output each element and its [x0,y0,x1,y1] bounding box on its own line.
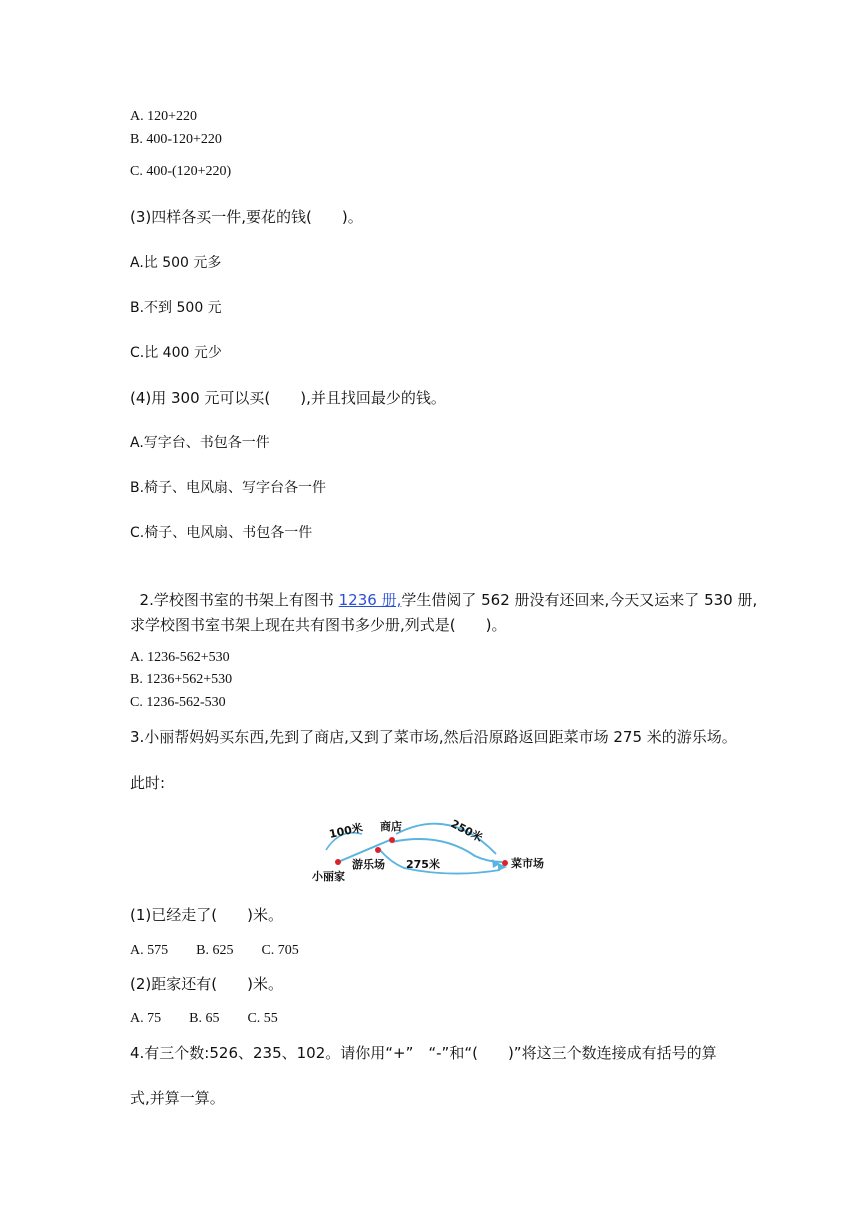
option-c: C. 1236-562-530 [130,695,226,710]
option-b: B. 1236+562+530 [130,672,233,687]
option-c: C.椅子、电风扇、书包各一件 [130,525,313,541]
sub-question-stem: (1)已经走了( )米。 [130,906,283,924]
label-market: 菜市场 [511,857,544,870]
home-point [335,859,341,865]
option-c: C. 400-(120+220) [130,164,232,179]
stem-prefix: 2.学校图书室的书架上有图书 [139,591,339,609]
sub-question-stem: (2)距家还有( )米。 [130,975,283,993]
option-a: A.比 500 元多 [130,255,222,271]
label-park: 游乐场 [352,858,385,871]
sub-question-options: A. 575 B. 625 C. 705 [130,943,299,958]
sub-question-options: A. 75 B. 65 C. 55 [130,1011,278,1026]
option-b: B.椅子、电风扇、写字台各一件 [130,480,327,496]
question-stem [130,570,757,610]
stem-link[interactable]: 1236 册, [338,591,402,609]
option-a: A. 120+220 [130,109,198,124]
route-return-to-park [380,850,500,874]
option-a: A. 1236-562+530 [130,650,230,665]
label-100m: 100米 [327,821,364,841]
question-stem: (4)用 300 元可以买( ),并且找回最少的钱。 [130,389,446,407]
route-map-diagram [300,812,560,892]
question-stem-line2: 式,并算一算。 [130,1089,225,1107]
shop-point [389,837,395,843]
label-275m: 275米 [406,858,440,871]
park-point [375,847,381,853]
question-stem: (3)四样各买一件,要花的钱( )。 [130,208,363,226]
option-b: B. 400-120+220 [130,132,222,147]
label-250m: 250米 [448,817,485,845]
question-stem: 4.有三个数:526、235、102。请你用“+” “-”和“( )”将这三个数连接成有括号的算 [130,1044,717,1062]
label-home: 小丽家 [312,870,345,883]
stem-suffix: 学生借阅了 562 册没有还回来,今天又运来了 530 册, [401,591,758,609]
question-stem-line2: 此时: [130,774,166,792]
option-c: C.比 400 元少 [130,345,222,361]
question-stem-line2: 求学校图书室书架上现在共有图书多少册,列式是( )。 [130,616,507,634]
option-a: A.写字台、书包各一件 [130,435,270,451]
option-b: B.不到 500 元 [130,300,222,316]
label-shop: 商店 [380,820,402,833]
market-point [502,860,508,866]
question-stem: 3.小丽帮妈妈买东西,先到了商店,又到了菜市场,然后沿原路返回距菜市场 275 米的游乐场。 [130,728,737,746]
